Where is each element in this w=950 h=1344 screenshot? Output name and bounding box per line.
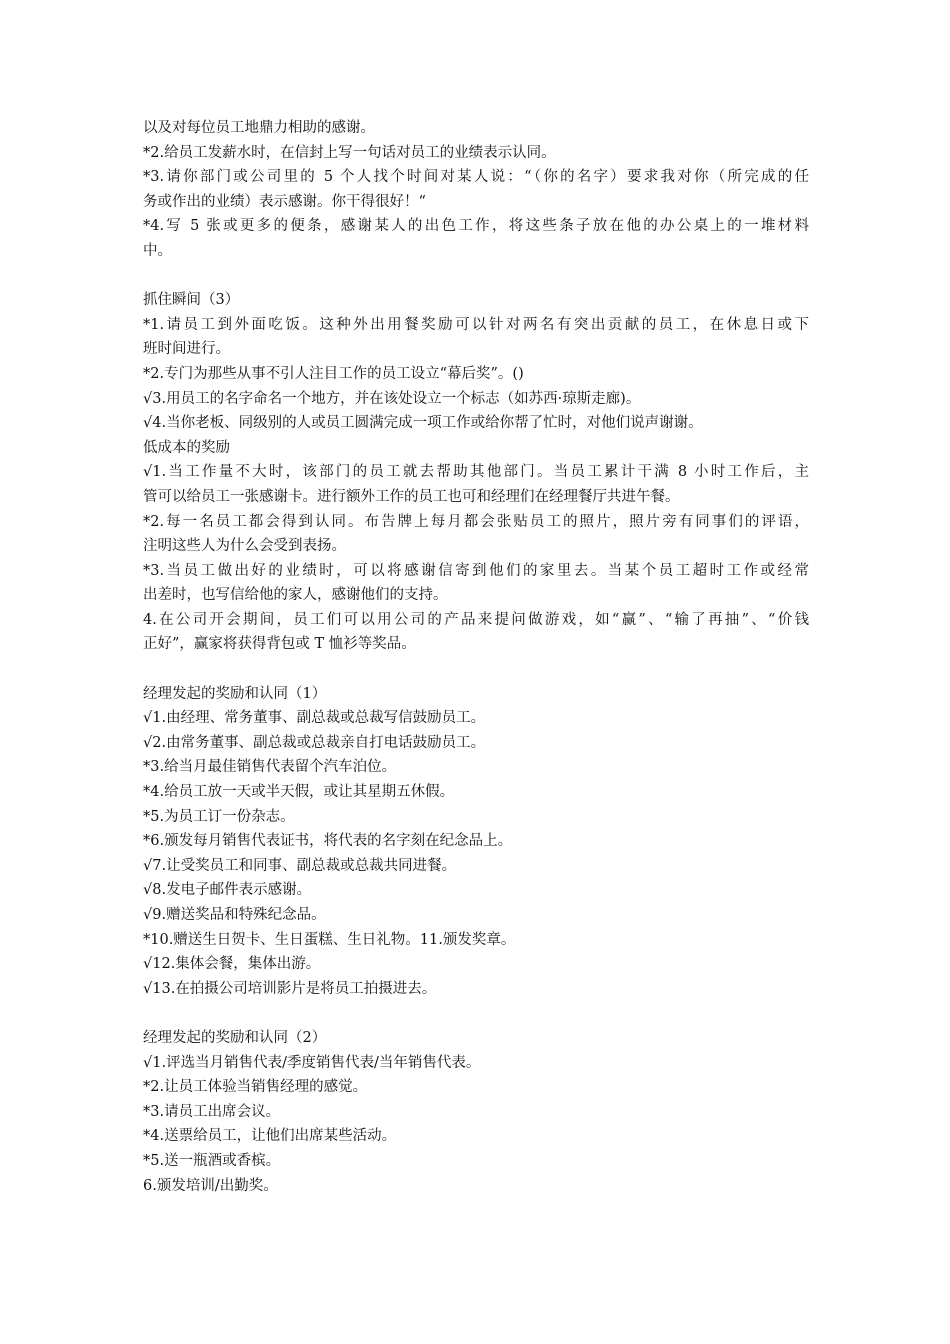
list-item: *3.请员工出席会议。 (143, 1103, 281, 1120)
text-line: *2.每一名员工都会得到认同。布告牌上每月都会张贴员工的照片，照片旁有同事们的评语， (143, 513, 809, 530)
list-item: √7.让受奖员工和同事、副总裁或总裁共同进餐。 (143, 857, 457, 874)
list-item (143, 214, 809, 263)
text-line: *4.写 5 张或更多的便条，感谢某人的出色工作，将这些条子放在他的办公桌上的一堆材料 (143, 218, 809, 235)
section-title: 低成本的奖励 (143, 439, 230, 456)
section-moment (143, 288, 809, 436)
list-item: √13.在拍摄公司培训影片是将员工拍摄进去。 (143, 980, 437, 997)
text-line: 正好”，赢家将获得背包或 T 恤衫等奖品。 (143, 636, 416, 653)
text-line: *2.给员工发薪水时，在信封上写一句话对员工的业绩表示认同。 (143, 144, 556, 161)
list-item: √1.由经理、常务董事、副总裁或总裁写信鼓励员工。 (143, 710, 486, 727)
list-item (143, 559, 809, 608)
list-item: *10.赠送生日贺卡、生日蛋糕、生日礼物。11.颁发奖章。 (143, 931, 516, 948)
text-line: 注明这些人为什么会受到表扬。 (143, 538, 346, 555)
blank-line (143, 657, 809, 682)
list-item (143, 165, 809, 214)
list-item: √12.集体会餐，集体出游。 (143, 956, 321, 973)
text-line: 以及对每位员工地鼎力相助的感谢。 (143, 120, 375, 136)
section-manager-2 (143, 1026, 809, 1198)
text-line: 出差时，也写信给他的家人，感谢他们的支持。 (143, 587, 448, 604)
text-line: *2.专门为那些从事不引人注目工作的员工设立“幕后奖”。() (143, 365, 524, 382)
list-item: *4.给员工放一天或半天假，或让其星期五休假。 (143, 784, 455, 801)
list-item (143, 510, 809, 559)
section-lowcost (143, 436, 809, 657)
list-item: *5.送一瓶酒或香槟。 (143, 1152, 281, 1169)
text-line: *1.请员工到外面吃饭。这种外出用餐奖励可以针对两名有突出贡献的员工，在休息日或下 (143, 316, 809, 333)
text-line: 中。 (143, 242, 172, 259)
list-item (143, 141, 809, 166)
list-item (143, 460, 809, 509)
text-line: √4.当你老板、同级别的人或员工圆满完成一项工作或给你帮了忙时，对他们说声谢谢。 (143, 415, 703, 432)
text-line: 管可以给员工一张感谢卡。进行额外工作的员工也可和经理们在经理餐厅共进午餐。 (143, 488, 680, 505)
list-item (143, 411, 809, 436)
section-title: 抓住瞬间（3） (143, 292, 240, 309)
list-item: *6.颁发每月销售代表证书，将代表的名字刻在纪念品上。 (143, 833, 513, 850)
text-line: *3.请你部门或公司里的 5 个人找个时间对某人说：“（你的名字）要求我对你（所完成的任 (143, 169, 809, 186)
section-manager-1 (143, 682, 809, 1002)
blank-line (143, 1001, 809, 1026)
list-item: √2.由常务董事、副总裁或总裁亲自打电话鼓励员工。 (143, 734, 486, 751)
list-item: *2.让员工体验当销售经理的感觉。 (143, 1079, 368, 1096)
text-line: 4.在公司开会期间，员工们可以用公司的产品来提问做游戏，如“赢”、“输了再抽”、“价钱 (143, 611, 809, 628)
text-line: 班时间进行。 (143, 341, 230, 358)
blank-line (143, 264, 809, 289)
list-item (143, 387, 809, 412)
list-item (143, 313, 809, 362)
document-body (143, 116, 809, 1198)
list-item: 6.颁发培训/出勤奖。 (143, 1177, 278, 1194)
list-item: *5.为员工订一份杂志。 (143, 808, 295, 825)
list-item (143, 362, 809, 387)
text-line: √3.用员工的名字命名一个地方，并在该处设立一个标志（如苏西·琼斯走廊)。 (143, 390, 641, 407)
thanks-list (143, 141, 809, 264)
list-item: √9.赠送奖品和特殊纪念品。 (143, 907, 326, 923)
text-line: *3.当员工做出好的业绩时，可以将感谢信寄到他们的家里去。当某个员工超时工作或经常 (143, 562, 809, 579)
list-item: *3.给当月最佳销售代表留个汽车泊位。 (143, 759, 397, 776)
list-item: √8.发电子邮件表示感谢。 (143, 882, 312, 899)
text-line: 务或作出的业绩）表示感谢。你干得很好！“ (143, 193, 426, 210)
intro-paragraph (143, 116, 809, 141)
list-item (143, 608, 809, 657)
list-item: √1.评选当月销售代表/季度销售代表/当年销售代表。 (143, 1054, 481, 1071)
section-title: 经理发起的奖励和认同（1） (143, 685, 327, 702)
list-item: *4.送票给员工，让他们出席某些活动。 (143, 1128, 397, 1145)
section-title: 经理发起的奖励和认同（2） (143, 1029, 327, 1046)
text-line: √1.当工作量不大时，该部门的员工就去帮助其他部门。当员工累计干满 8 小时工作后，主 (143, 464, 809, 481)
